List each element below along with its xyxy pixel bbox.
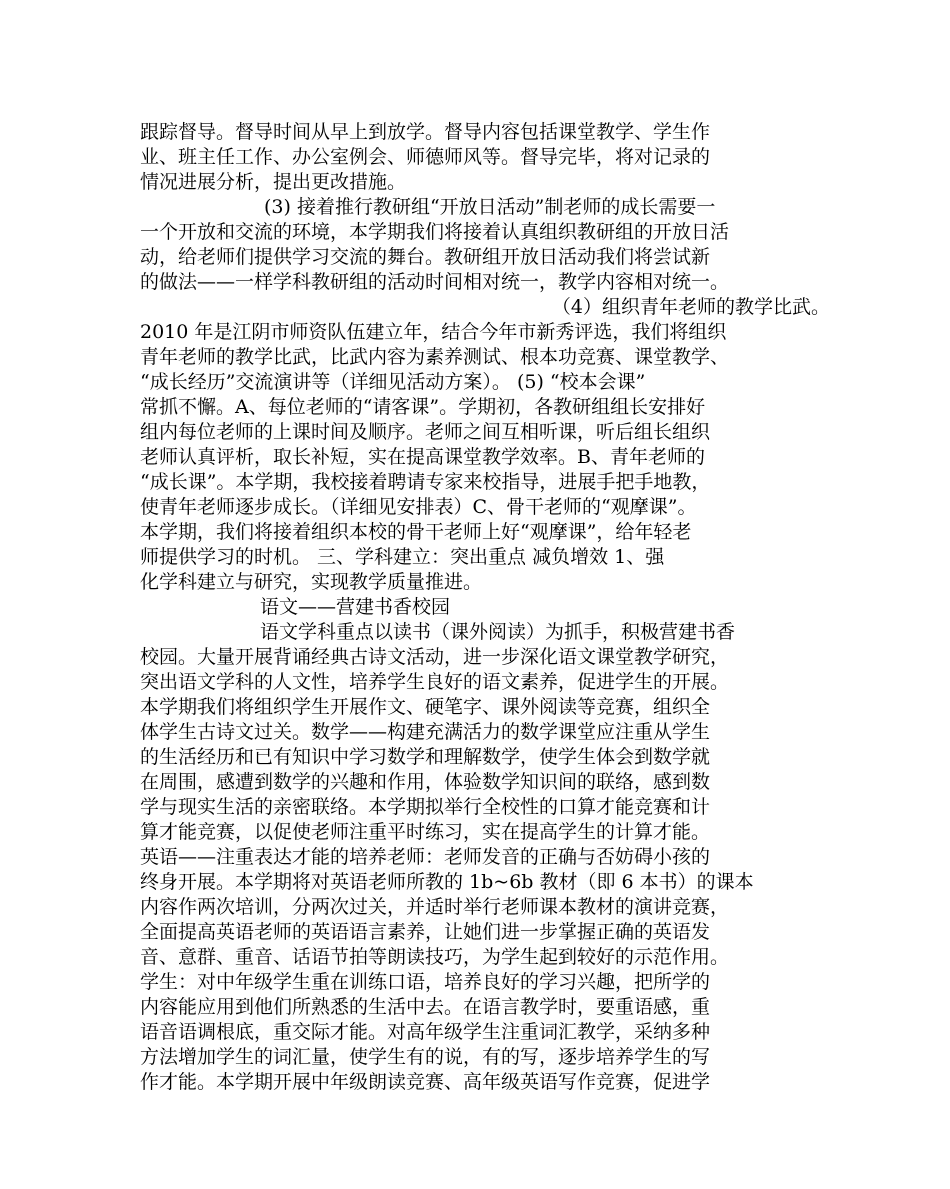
text-line: 终身开展。本学期将对英语老师所教的 1b~6b 教材（即 6 本书）的课本: [140, 871, 754, 893]
text-line: 的生活经历和已有知识中学习数学和理解数学，使学生体会到数学就: [140, 746, 711, 768]
text-line: “成长经历”交流演讲等（详细见活动方案）。 (5) “校本会课”: [140, 371, 646, 393]
text-line: 语音语调根底，重交际才能。对高年级学生注重词汇教学，采纳多种: [140, 1021, 711, 1043]
text-line: “成长课”。本学期，我校接着聘请专家来校指导，进展手把手地教，: [140, 471, 711, 493]
text-line: 青年老师的教学比武，比武内容为素养测试、根本功竞赛、课堂教学、: [140, 346, 730, 368]
text-line: 师提供学习的时机。 三、学科建立：突出重点 减负增效 1、强: [140, 546, 665, 568]
text-line: 常抓不懈。A、每位老师的“请客课”。学期初，各教研组组长安排好: [140, 396, 706, 418]
text-line: 全面提高英语老师的英语语言素养，让她们进一步掌握正确的英语发: [140, 921, 711, 943]
text-line: 作才能。本学期开展中年级朗读竞赛、高年级英语写作竞赛，促进学: [140, 1071, 711, 1093]
text-line: 语文学科重点以读书（课外阅读）为抓手，积极营建书香: [260, 621, 736, 643]
text-line: 化学科建立与研究，实现教学质量推进。: [140, 571, 483, 593]
text-line: 算才能竞赛，以促使老师注重平时练习，实在提高学生的计算才能。: [140, 821, 711, 843]
text-line: 一个开放和交流的环境，本学期我们将接着认真组织教研组的开放日活: [140, 221, 730, 243]
text-line: 老师认真评析，取长补短，实在提高课堂教学效率。B、青年老师的: [140, 446, 705, 468]
text-line: 突出语文学科的人文性，培养学生良好的语文素养，促进学生的开展。: [140, 671, 730, 693]
text-line: 在周围，感遭到数学的兴趣和作用，体验数学知识间的联络，感到数: [140, 771, 711, 793]
text-line: 音、意群、重音、话语节拍等朗读技巧，为学生起到较好的示范作用。: [140, 946, 730, 968]
text-line: 情况进展分析，提出更改措施。: [140, 171, 407, 193]
text-line: 本学期我们将组织学生开展作文、硬笔字、课外阅读等竞赛，组织全: [140, 696, 711, 718]
text-line: 体学生古诗文过关。数学——构建充满活力的数学课堂应注重从学生: [140, 721, 711, 743]
text-line: 2010 年是江阴市师资队伍建立年，结合今年市新秀评选，我们将组织: [140, 321, 727, 343]
text-line: 本学期，我们将接着组织本校的骨干老师上好“观摩课”，给年轻老: [140, 521, 692, 543]
text-line: 方法增加学生的词汇量，使学生有的说，有的写，逐步培养学生的写: [140, 1046, 711, 1068]
text-line: 内容能应用到他们所熟悉的生活中去。在语言教学时，要重语感，重: [140, 996, 711, 1018]
text-line: 组内每位老师的上课时间及顺序。老师之间互相听课，听后组长组织: [140, 421, 711, 443]
text-line: 跟踪督导。督导时间从早上到放学。督导内容包括课堂教学、学生作: [140, 121, 711, 143]
text-line: 动，给老师们提供学习交流的舞台。教研组开放日活动我们将尝试新: [140, 246, 711, 268]
section-heading: 语文——营建书香校园: [260, 596, 451, 618]
text-line: 校园。大量开展背诵经典古诗文活动，进一步深化语文课堂教学研究，: [140, 646, 730, 668]
text-line: 学与现实生活的亲密联络。本学期拟举行全校性的口算才能竞赛和计: [140, 796, 711, 818]
text-line: （4）组织青年老师的教学比武。: [551, 296, 830, 318]
text-line: (3) 接着推行教研组“开放日活动”制老师的成长需要一: [264, 196, 716, 218]
text-line: 业、班主任工作、办公室例会、师德师风等。督导完毕，将对记录的: [140, 146, 711, 168]
text-line: 的做法——一样学科教研组的活动时间相对统一，教学内容相对统一。: [140, 271, 730, 293]
text-line: 英语——注重表达才能的培养老师：老师发音的正确与否妨碍小孩的: [140, 846, 711, 868]
text-line: 使青年老师逐步成长。（详细见安排表）C、骨干老师的“观摩课”。: [140, 496, 697, 518]
text-line: 内容作两次培训，分两次过关，并适时举行老师课本教材的演讲竞赛，: [140, 896, 730, 918]
text-line: 学生：对中年级学生重在训练口语，培养良好的学习兴趣，把所学的: [140, 971, 711, 993]
